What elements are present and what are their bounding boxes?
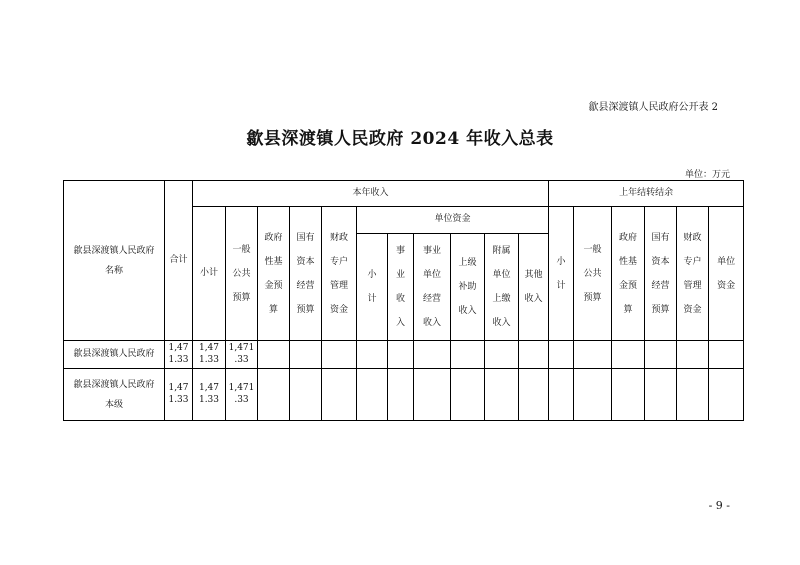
header-name: 歙县深渡镇人民政府 名称 [64, 181, 165, 341]
header-business-income: 事 业 收 入 [388, 234, 414, 341]
row-name: 歙县深渡镇人民政府 [64, 341, 165, 369]
header-affiliated-income: 附属 单位 上缴 收入 [485, 234, 519, 341]
cell-empty [549, 341, 574, 369]
cell-empty [574, 341, 612, 369]
cell-empty [451, 341, 485, 369]
cell-general-budget: 1,471 .33 [226, 341, 258, 369]
table-row [64, 341, 744, 369]
cell-empty [414, 369, 451, 421]
cell-empty [388, 369, 414, 421]
header-row-1 [64, 181, 744, 207]
header-subsidy-income: 上级 补助 收入 [451, 234, 485, 341]
header-this-year-income: 本年收入 [193, 181, 549, 207]
header-ly-fiscal-special-funds: 财政 专户 管理 资金 [677, 207, 709, 341]
row-name: 歙县深渡镇人民政府 本级 [64, 369, 165, 421]
header-ly-general-budget: 一般 公共 预算 [574, 207, 612, 341]
cell-empty [290, 369, 322, 421]
cell-empty [645, 341, 677, 369]
cell-empty [414, 341, 451, 369]
cell-empty [258, 369, 290, 421]
cell-empty [322, 341, 357, 369]
cell-general-budget: 1,471 .33 [226, 369, 258, 421]
header-total: 合计 [165, 181, 193, 341]
header-ly-state-capital-budget: 国有 资本 经营 预算 [645, 207, 677, 341]
header-subtotal: 小计 [193, 207, 226, 341]
cell-empty [485, 341, 519, 369]
unit-label: 单位：万元 [684, 170, 730, 180]
cell-empty [485, 369, 519, 421]
cell-empty [388, 341, 414, 369]
cell-total: 1,47 1.33 [165, 369, 193, 421]
cell-empty [677, 341, 709, 369]
header-ly-subtotal: 小 计 [549, 207, 574, 341]
cell-empty [612, 369, 645, 421]
cell-subtotal: 1,47 1.33 [193, 341, 226, 369]
cell-empty [519, 341, 549, 369]
header-unit-subtotal: 小 计 [357, 234, 388, 341]
header-ly-unit-funds: 单位 资金 [709, 207, 744, 341]
header-general-budget: 一般 公共 预算 [226, 207, 258, 341]
income-summary-table [63, 180, 744, 421]
cell-empty [357, 369, 388, 421]
header-other-income: 其他 收入 [519, 234, 549, 341]
cell-empty [519, 369, 549, 421]
table-row [64, 369, 744, 421]
header-unit-funds: 单位资金 [357, 207, 549, 234]
page-number: - 9 - [708, 499, 730, 512]
cell-empty [645, 369, 677, 421]
cell-empty [290, 341, 322, 369]
cell-empty [709, 341, 744, 369]
table-number-label: 歙县深渡镇人民政府公开表 2 [588, 102, 718, 113]
cell-empty [451, 369, 485, 421]
cell-empty [612, 341, 645, 369]
cell-subtotal: 1,47 1.33 [193, 369, 226, 421]
cell-empty [677, 369, 709, 421]
cell-empty [357, 341, 388, 369]
header-ly-gov-fund-budget: 政府 性基 金预 算 [612, 207, 645, 341]
cell-empty [574, 369, 612, 421]
header-fiscal-special-funds: 财政 专户 管理 资金 [322, 207, 357, 341]
cell-empty [549, 369, 574, 421]
cell-empty [258, 341, 290, 369]
header-state-capital-budget: 国有 资本 经营 预算 [290, 207, 322, 341]
cell-empty [709, 369, 744, 421]
cell-empty [322, 369, 357, 421]
header-last-year-carryover: 上年结转结余 [549, 181, 744, 207]
cell-total: 1,47 1.33 [165, 341, 193, 369]
document-title: 歙县深渡镇人民政府 2024 年收入总表 [246, 129, 554, 149]
header-gov-fund-budget: 政府 性基 金预 算 [258, 207, 290, 341]
header-operating-income: 事业 单位 经营 收入 [414, 234, 451, 341]
